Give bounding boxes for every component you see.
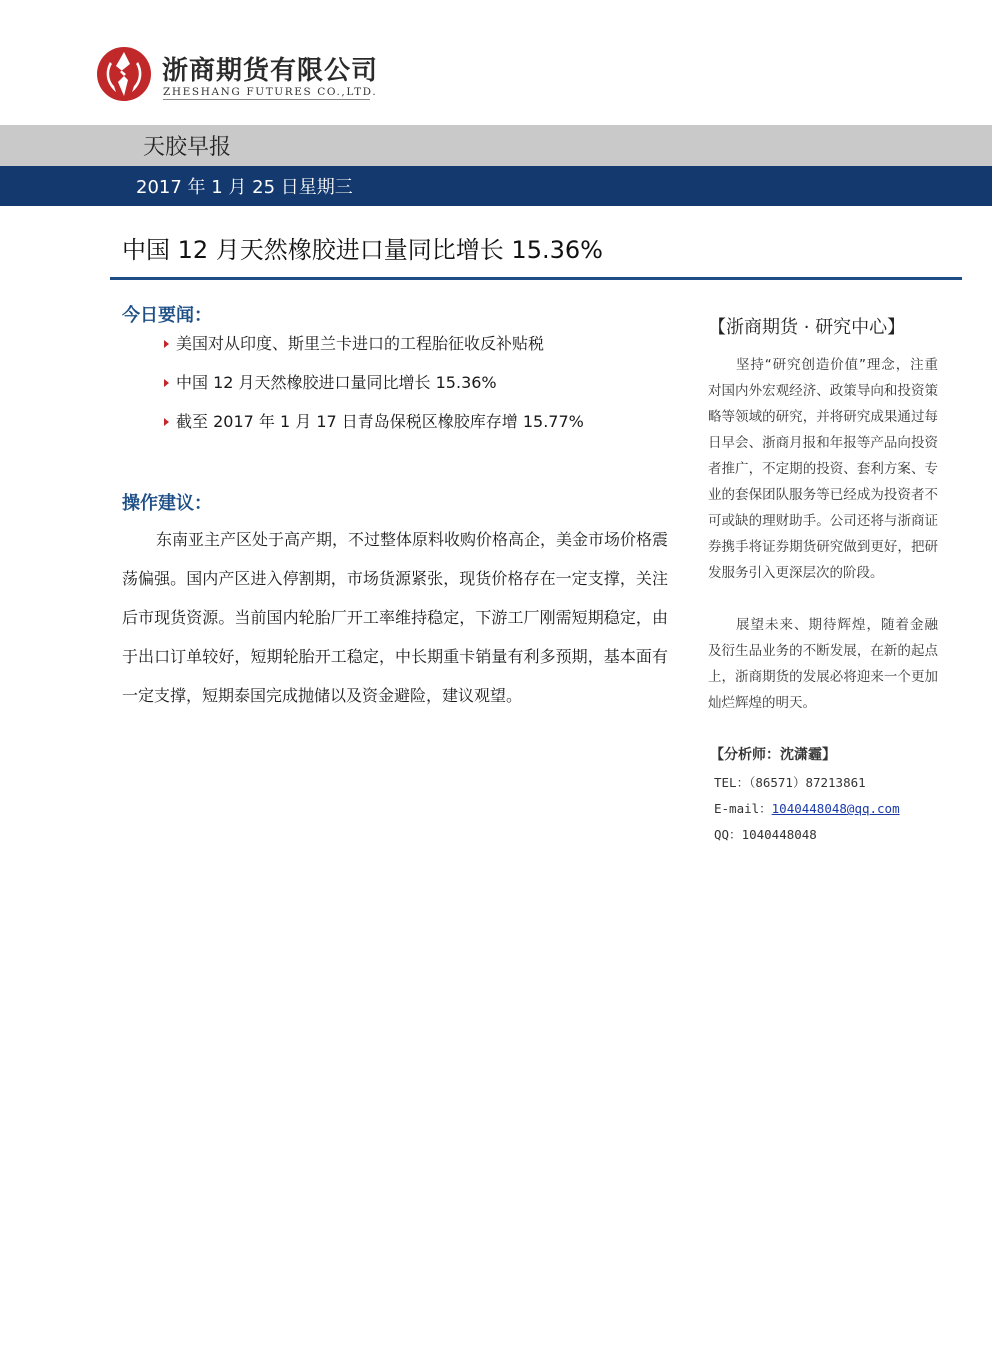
report-headline: 中国 12 月天然橡胶进口量同比增长 15.36% [122,236,603,264]
news-item [160,409,584,448]
company-name-cn: 浙商期货有限公司 [162,56,379,86]
headline-divider [110,277,962,280]
qq-label: QQ： [714,827,742,842]
tel-value: （86571）87213861 [749,775,866,790]
email-link[interactable]: 1040448048@qq.com [771,801,900,816]
company-name-en: ZHESHANG FUTURES CO.,LTD. [163,86,378,98]
date-band [0,166,992,206]
email-label: E-mail： [714,801,772,816]
sidebar-title: 【浙商期货 · 研究中心】 [708,317,906,338]
bullet-arrow-icon [164,418,169,426]
sidebar-intro: 坚持“研究创造价值”理念，注重对国内外宏观经济、政策导向和投资策略等领域的研究，并将研究成果通过每日早会、浙商月报和年报等产品向投资者推广，不定期的投资、套利方案、专业的套保团队服务等已经成为投资者不可或缺的理财助手。公司还将与浙商证券携手将证券期货研究做到更好，把研发服务引入更深层次的阶段。 [708,357,938,581]
sidebar-outlook: 展望未来、期待辉煌，随着金融及衍生品业务的不断发展，在新的起点上，浙商期货的发展必将迎来一个更加灿烂辉煌的明天。 [708,617,938,711]
logo-underline [163,99,370,100]
company-logo [96,46,386,106]
qq-value: 1040448048 [741,827,817,842]
news-item [160,331,584,370]
advice-body: 东南亚主产区处于高产期，不过整体原料收购价格高企，美金市场价格震荡偏强。国内产区进入停割期，市场货源紧张，现货价格存在一定支撑，关注后市现货资源。当前国内轮胎厂开工率维持稳定，下游工厂刚需短期稳定，由于出口订单较好，短期轮胎开工稳定，中长期重卡销量有利多预期，基本面有一定支撑，短期泰国完成抛储以及资金避险，建议观望。 [122,530,669,705]
bullet-arrow-icon [164,340,169,348]
analyst-email [714,799,900,817]
news-item-text: 截至 2017 年 1 月 17 日青岛保税区橡胶库存增 15.77% [176,412,584,431]
news-section-title: 今日要闻： [122,305,212,326]
news-list [160,331,584,448]
report-type-band [0,125,992,166]
news-item [160,370,584,409]
report-type: 天胶早报 [143,135,232,160]
news-item-text: 中国 12 月天然橡胶进口量同比增长 15.36% [176,373,497,392]
analyst-title: 【分析师：沈潇霾】 [710,747,836,763]
tel-label: TEL： [714,775,750,790]
analyst-qq [714,825,817,843]
bullet-arrow-icon [164,379,169,387]
company-emblem-icon [96,46,152,102]
news-item-text: 美国对从印度、斯里兰卡进口的工程胎征收反补贴税 [176,334,545,353]
report-date: 2017 年 1 月 25 日星期三 [136,177,353,198]
analyst-tel [714,773,866,791]
advice-section-title: 操作建议： [122,493,212,514]
